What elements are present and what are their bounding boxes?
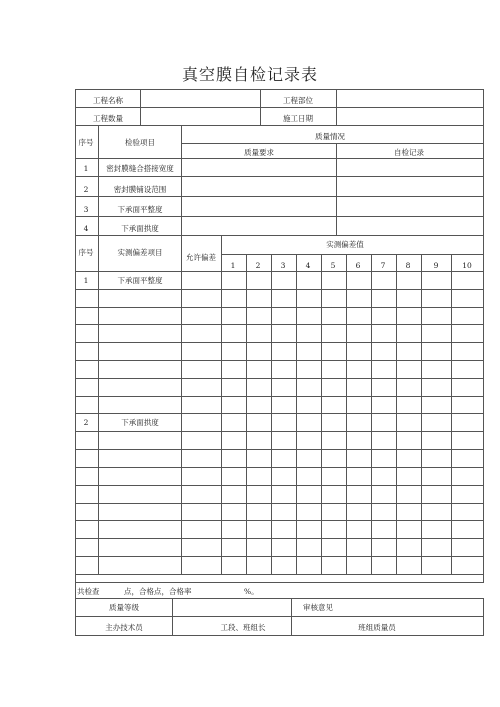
grid-line (75, 342, 484, 343)
grid-line (75, 598, 484, 599)
grid-line (181, 143, 484, 144)
measure-item-header: 实测偏差项目 (117, 248, 163, 257)
inspection-row-item: 密封膜缝合搭接宽度 (106, 164, 174, 173)
inspection-row-no: 1 (83, 164, 89, 173)
measure-row-item: 下承面平整度 (117, 276, 163, 285)
quality-status-header: 质量情况 (315, 132, 345, 141)
grid-line (483, 89, 484, 583)
inspection-seq-header: 序号 (78, 138, 94, 147)
grid-line (75, 125, 484, 126)
grid-line (75, 431, 484, 432)
inspection-row-item: 密封膜铺设范围 (113, 185, 167, 194)
grid-line (75, 574, 484, 575)
grid-line (75, 582, 484, 583)
grid-line (291, 598, 292, 636)
measure-col-header: 7 (380, 261, 386, 270)
measure-col-header: 10 (462, 261, 472, 270)
measure-row-item: 下承面拱度 (121, 418, 159, 427)
grid-line (75, 467, 484, 468)
grid-line (260, 89, 261, 126)
grid-line (98, 125, 99, 236)
measure-col-header: 3 (280, 261, 286, 270)
grid-line (371, 254, 372, 575)
grid-line (75, 449, 484, 450)
measure-row-no: 1 (83, 276, 89, 285)
technician-label: 主办技术员 (105, 623, 143, 632)
inspection-row-item: 下承面拱度 (121, 224, 159, 233)
grid-line (483, 598, 484, 636)
measured-values-header: 实测偏差值 (326, 240, 364, 249)
grid-line (75, 616, 484, 617)
review-opinion-label: 审核意见 (303, 603, 333, 612)
measure-col-header: 5 (330, 261, 336, 270)
grid-line (75, 378, 484, 379)
grid-line (75, 158, 484, 159)
inspection-row-no: 4 (83, 224, 89, 233)
page-title: 真空膜自检记录表 (181, 65, 318, 84)
inspection-item-header: 检验项目 (125, 138, 155, 147)
project-location-label: 工程部位 (283, 96, 313, 105)
grid-line (451, 254, 452, 575)
project-name-label: 工程名称 (93, 96, 123, 105)
grid-line (75, 635, 484, 636)
grid-line (75, 413, 484, 414)
grid-line (75, 89, 76, 636)
grid-line (75, 107, 484, 108)
measure-col-header: 6 (355, 261, 361, 270)
grid-line (321, 254, 322, 575)
construction-date-label: 施工日期 (283, 114, 313, 123)
grid-line (98, 235, 99, 575)
grid-line (75, 520, 484, 521)
grid-line (346, 254, 347, 575)
foreman-label: 工段、班组长 (220, 623, 266, 632)
grid-line (75, 176, 484, 177)
grid-line (336, 89, 337, 126)
grid-line (296, 254, 297, 575)
allowed-deviation-header: 允许偏差 (186, 253, 216, 262)
team-quality-label: 班组质量员 (358, 623, 396, 632)
grid-line (172, 598, 173, 636)
measure-col-header: 9 (433, 261, 439, 270)
project-quantity-label: 工程数量 (93, 114, 123, 123)
measure-col-header: 1 (230, 261, 236, 270)
grid-line (75, 307, 484, 308)
grid-line (75, 216, 484, 217)
grid-line (336, 143, 337, 236)
inspection-row-no: 3 (83, 205, 89, 214)
grid-line (181, 235, 182, 575)
quality-grade-label: 质量等级 (109, 603, 139, 612)
grid-line (75, 396, 484, 397)
pass-rate-percent: %。 (244, 587, 259, 596)
measure-seq-header: 序号 (78, 248, 94, 257)
grid-line (75, 289, 484, 290)
inspection-row-no: 2 (83, 185, 89, 194)
grid-line (421, 254, 422, 575)
grid-line (396, 254, 397, 575)
inspection-row-item: 下承面平整度 (117, 205, 163, 214)
quality-requirement-header: 质量要求 (244, 148, 274, 157)
grid-line (75, 556, 484, 557)
measure-col-header: 4 (305, 261, 311, 270)
grid-line (75, 538, 484, 539)
grid-line (140, 89, 141, 126)
grid-line (75, 235, 484, 236)
grid-line (75, 271, 484, 272)
grid-line (75, 196, 484, 197)
measure-col-header: 2 (255, 261, 261, 270)
grid-line (75, 324, 484, 325)
pass-points-label: 点，合格点，合格率 (124, 587, 192, 596)
grid-line (221, 235, 222, 575)
grid-line (75, 360, 484, 361)
total-check-label: 共检查 (77, 587, 100, 596)
grid-line (181, 125, 182, 236)
grid-line (75, 503, 484, 504)
measure-row-no: 2 (83, 418, 89, 427)
grid-line (75, 485, 484, 486)
self-check-header: 自检记录 (394, 148, 424, 157)
grid-line (75, 89, 484, 90)
measure-col-header: 8 (405, 261, 411, 270)
grid-line (271, 254, 272, 575)
grid-line (246, 254, 247, 575)
grid-line (221, 254, 484, 255)
